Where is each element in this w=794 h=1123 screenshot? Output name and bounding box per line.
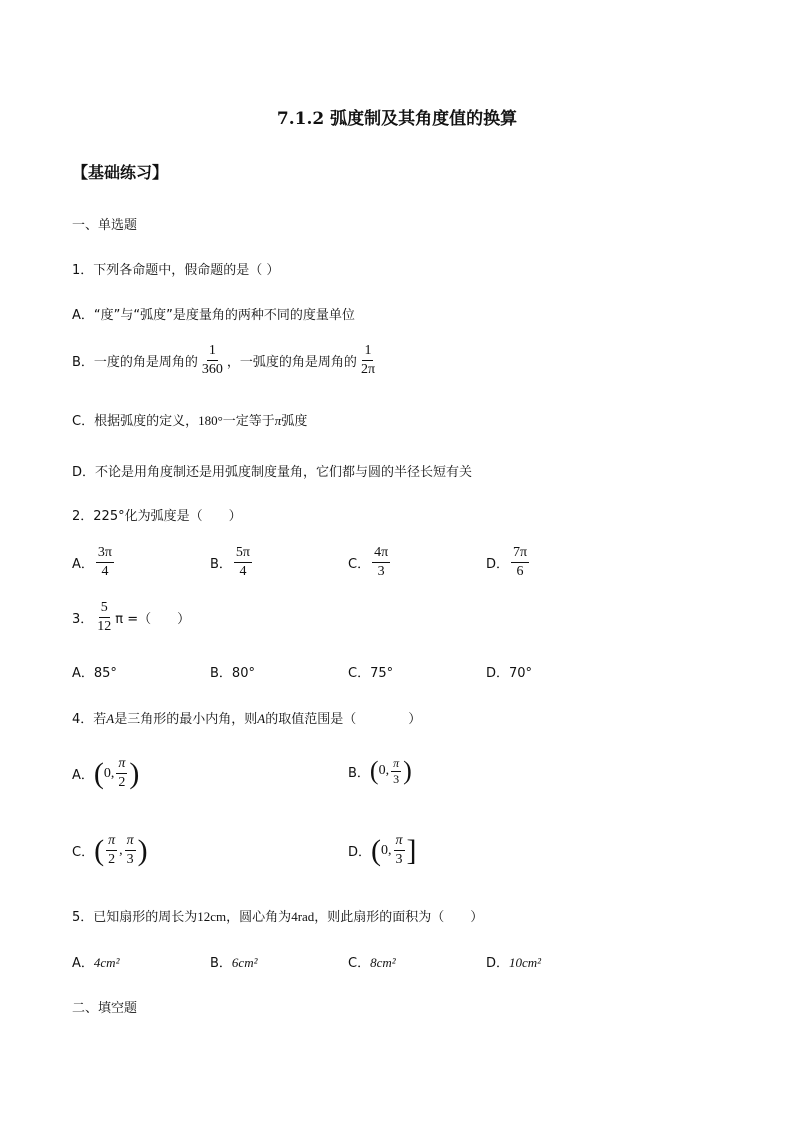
- q4-a-zero: 0,: [103, 765, 115, 781]
- q5-c-value: 8cm²: [370, 955, 396, 970]
- q1-c-mid: 一定等于: [222, 414, 275, 429]
- question-5-option-c: [348, 952, 396, 971]
- q4-c-num-1: π: [106, 833, 117, 851]
- part-heading-fill-blank: 二、填空题: [72, 1001, 138, 1016]
- question-2-option-b: [210, 545, 254, 580]
- q4-b-left-paren: (: [369, 756, 379, 785]
- question-3-option-d: D．70°: [486, 666, 533, 681]
- question-2-option-a: [72, 545, 116, 580]
- question-1-option-d: D．不论是用角度制还是用弧度制度量角，它们都与圆的半径长短有关: [72, 465, 473, 480]
- q5-d-label: D．: [486, 956, 510, 971]
- q1-b-frac1-den: 360: [201, 362, 223, 377]
- q4-b-zero: 0,: [378, 763, 390, 778]
- part-heading-single-choice: 一、单选题: [72, 218, 138, 233]
- q5-b-value: 6cm²: [231, 955, 258, 970]
- q4-b-fraction: [391, 757, 401, 786]
- q4-a-right-paren: ): [129, 756, 140, 790]
- q1-c-angle: 180°: [198, 413, 223, 428]
- q5-stem-1: 5．已知扇形的周长为: [72, 910, 198, 925]
- q2-c-num: 4π: [372, 545, 390, 563]
- question-1-option-c: [72, 410, 307, 429]
- q4-c-fraction-2: [125, 833, 136, 868]
- q3-prefix: 3．: [72, 612, 94, 627]
- page-title: 7.1.2 弧度制及其角度值的换算: [276, 109, 518, 129]
- q4-b-num: π: [393, 755, 400, 770]
- q2-b-num: 5π: [234, 545, 252, 563]
- q5-a-value: 4cm²: [93, 955, 120, 970]
- q4-c-left-paren: (: [94, 833, 105, 867]
- question-5-stem: [72, 906, 483, 925]
- q2-d-num: 7π: [511, 545, 529, 563]
- q4-b-den: 3: [393, 771, 400, 786]
- q4-b-right-paren: ): [403, 756, 412, 785]
- q2-b-den: 4: [239, 564, 247, 579]
- section-heading: 【基础练习】: [72, 163, 169, 182]
- q5-stem-2: ，圆心角为: [226, 910, 292, 925]
- q5-perimeter: 12cm: [197, 909, 227, 924]
- q1-c-suffix: 弧度: [281, 414, 308, 429]
- q4-d-num: π: [394, 833, 405, 851]
- q4-a-den: 2: [118, 775, 126, 790]
- q3-den: 12: [97, 619, 112, 634]
- q5-b-label: B．: [210, 956, 232, 971]
- question-4-option-c: [72, 833, 148, 868]
- q4-c-right-paren: ): [137, 833, 148, 867]
- q4-b-interval: [370, 756, 412, 786]
- q4-c-den-1: 2: [108, 852, 116, 867]
- question-2-stem: 2．225°化为弧度是（ ）: [72, 509, 242, 524]
- q1-b-mid: ，一弧度的角是周角的: [226, 355, 357, 370]
- question-3-option-b: B．80°: [210, 666, 255, 681]
- q4-a-fraction: [116, 756, 127, 791]
- question-3-option-c: C．75°: [348, 666, 394, 681]
- q2-c-den: 3: [377, 564, 385, 579]
- q4-a-left-paren: (: [93, 756, 104, 790]
- q1-b-frac2-num: 1: [362, 343, 373, 361]
- q4-c-comma: ,: [119, 842, 123, 858]
- q2-a-den: 4: [101, 564, 109, 579]
- question-5-option-d: [486, 952, 541, 971]
- question-2-option-d: [486, 545, 531, 580]
- q4-stem-3: 的取值范围是（ ）: [265, 712, 422, 727]
- q4-stem-1: 4．若: [72, 712, 107, 727]
- q2-c-label: C．: [348, 557, 371, 572]
- q2-d-fraction: [511, 545, 529, 580]
- q4-a-interval: [94, 756, 140, 791]
- q2-a-label: A．: [72, 557, 94, 572]
- q1-b-prefix: B．一度的角是周角的: [72, 355, 198, 370]
- q4-d-zero: 0,: [381, 842, 392, 858]
- q4-var-2: A: [257, 711, 266, 726]
- q4-stem-2: 是三角形的最小内角，则: [114, 712, 258, 727]
- q5-stem-3: ，则此扇形的面积为（ ）: [314, 910, 484, 925]
- question-5-option-b: [210, 952, 257, 971]
- q1-c-prefix: C．根据弧度的定义，: [72, 414, 199, 429]
- q5-angle: 4rad: [291, 909, 315, 924]
- q3-num: 5: [99, 600, 110, 618]
- question-4-option-a: [72, 756, 139, 791]
- q1-b-fraction-1: [200, 343, 225, 378]
- question-4-option-d: [348, 833, 417, 868]
- question-4-option-b: [348, 756, 412, 786]
- q4-c-num-2: π: [125, 833, 136, 851]
- q4-d-interval: [371, 833, 417, 868]
- q4-a-num: π: [116, 756, 127, 774]
- q2-c-fraction: [372, 545, 390, 580]
- q3-fraction: [95, 600, 113, 635]
- q4-c-den-2: 3: [126, 852, 134, 867]
- q5-d-value: 10cm²: [509, 955, 542, 970]
- q2-a-fraction: [96, 545, 114, 580]
- q2-a-num: 3π: [96, 545, 114, 563]
- question-1-option-a: A．“度”与“弧度”是度量角的两种不同的度量单位: [72, 308, 355, 323]
- q2-b-label: B．: [210, 557, 232, 572]
- q5-c-label: C．: [348, 956, 371, 971]
- question-2-option-c: [348, 545, 392, 580]
- q4-c-label: C．: [72, 845, 95, 860]
- q4-d-left-paren: (: [371, 833, 382, 867]
- q4-d-right-bracket: ]: [406, 833, 417, 867]
- question-3-option-a: A．85°: [72, 666, 117, 681]
- question-4-stem: [72, 708, 421, 727]
- q4-b-label: B．: [348, 765, 370, 781]
- q4-d-den: 3: [395, 852, 403, 867]
- question-1-stem: 1．下列各命题中，假命题的是（ ）: [72, 263, 280, 278]
- q2-d-den: 6: [516, 564, 524, 579]
- q5-a-label: A．: [72, 956, 94, 971]
- question-5-option-a: [72, 952, 119, 971]
- q1-b-frac1-num: 1: [207, 343, 218, 361]
- q2-b-fraction: [234, 545, 252, 580]
- question-1-option-b: [72, 343, 379, 378]
- q4-c-interval: [94, 833, 148, 868]
- q4-var-1: A: [106, 711, 115, 726]
- q1-b-frac2-den: 2π: [360, 362, 376, 377]
- q1-b-fraction-2: [359, 343, 377, 378]
- q1-c-pi: π: [274, 413, 282, 428]
- q4-d-label: D．: [348, 845, 372, 860]
- question-3-stem: [72, 600, 190, 635]
- q4-c-fraction-1: [106, 833, 117, 868]
- q3-suffix: π =（ ）: [115, 612, 191, 627]
- q4-a-label: A．: [72, 768, 94, 783]
- q2-d-label: D．: [486, 557, 510, 572]
- q4-d-fraction: [394, 833, 405, 868]
